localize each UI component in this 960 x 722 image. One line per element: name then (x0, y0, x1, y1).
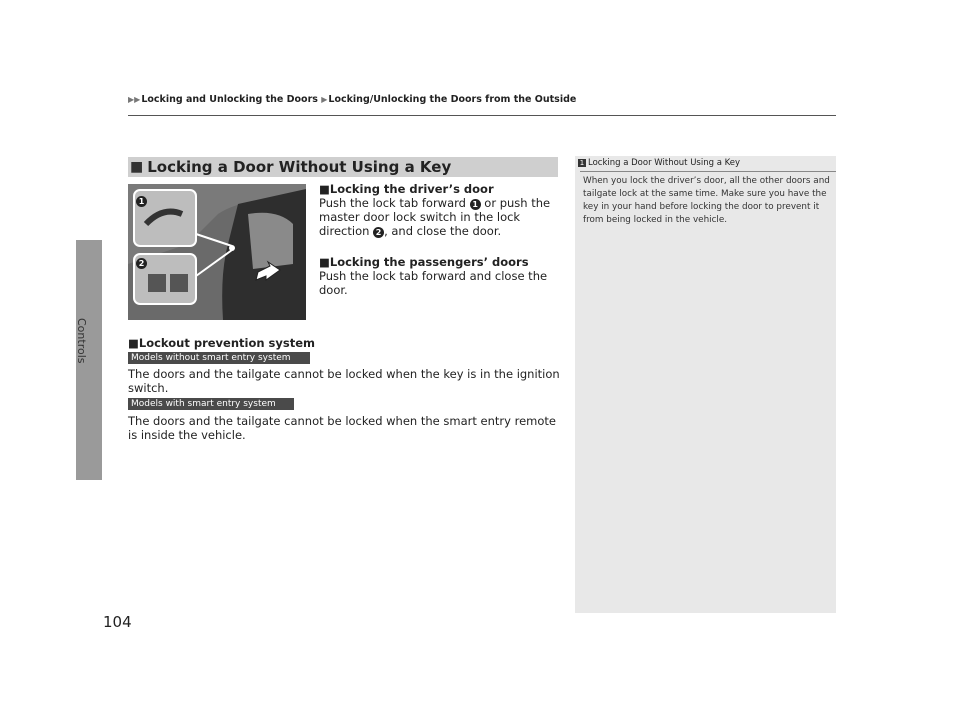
step-2-badge: 2 (373, 227, 384, 238)
note-divider (580, 171, 836, 172)
breadcrumb-level-2[interactable]: Locking/Unlocking the Doors from the Outside (328, 94, 577, 105)
chapter-label: Controls (75, 318, 88, 364)
lockout-text-with: The doors and the tailgate cannot be locked when the smart entry remote is inside the vehicle. (128, 414, 556, 442)
passengers-doors-block (319, 255, 569, 297)
drivers-door-block (319, 182, 564, 238)
section-bullet-icon: ■ (130, 159, 144, 175)
door-lock-illustration-svg (128, 184, 306, 320)
step-1-badge: 1 (470, 199, 481, 210)
drivers-door-text: Push the lock tab forward 1 or push the master door lock switch in the lock direction 2 , and close the door. (319, 196, 551, 238)
note-reference-icon: 1 (579, 159, 585, 167)
drivers-door-heading: ■Locking the driver’s door (319, 182, 494, 196)
door-lock-illustration (128, 184, 306, 320)
breadcrumb-arrow-icon: ▶▶ (128, 95, 141, 104)
model-label-without-smart-entry: Models without smart entry system (128, 352, 310, 364)
header-divider (128, 115, 836, 116)
figure-callout-1: 1 (136, 196, 147, 207)
lockout-text-without: The doors and the tailgate cannot be locked when the key is in the ignition switch. (128, 367, 560, 395)
lockout-heading: ■Lockout prevention system (128, 336, 316, 350)
figure-callout-2: 2 (136, 258, 147, 269)
page-number: 104 (103, 613, 132, 631)
section-title: Locking a Door Without Using a Key (147, 158, 452, 176)
breadcrumb-level-1[interactable]: Locking and Unlocking the Doors (141, 94, 318, 105)
breadcrumb-arrow-icon: ▶ (321, 95, 328, 104)
section-header (128, 157, 558, 177)
passengers-doors-heading: ■Locking the passengers’ doors (319, 255, 529, 269)
passengers-doors-text: Push the lock tab forward and close the door. (319, 269, 548, 297)
breadcrumb (128, 94, 576, 105)
note-heading: 1 Locking a Door Without Using a Key (579, 158, 741, 168)
model-label-with-smart-entry: Models with smart entry system (128, 398, 294, 410)
note-body: When you lock the driver’s door, all the other doors and tailgate lock at the same time. Make sure you have the key in your hand before locking the door to prevent it from being locked in the vehicle. (583, 176, 830, 225)
